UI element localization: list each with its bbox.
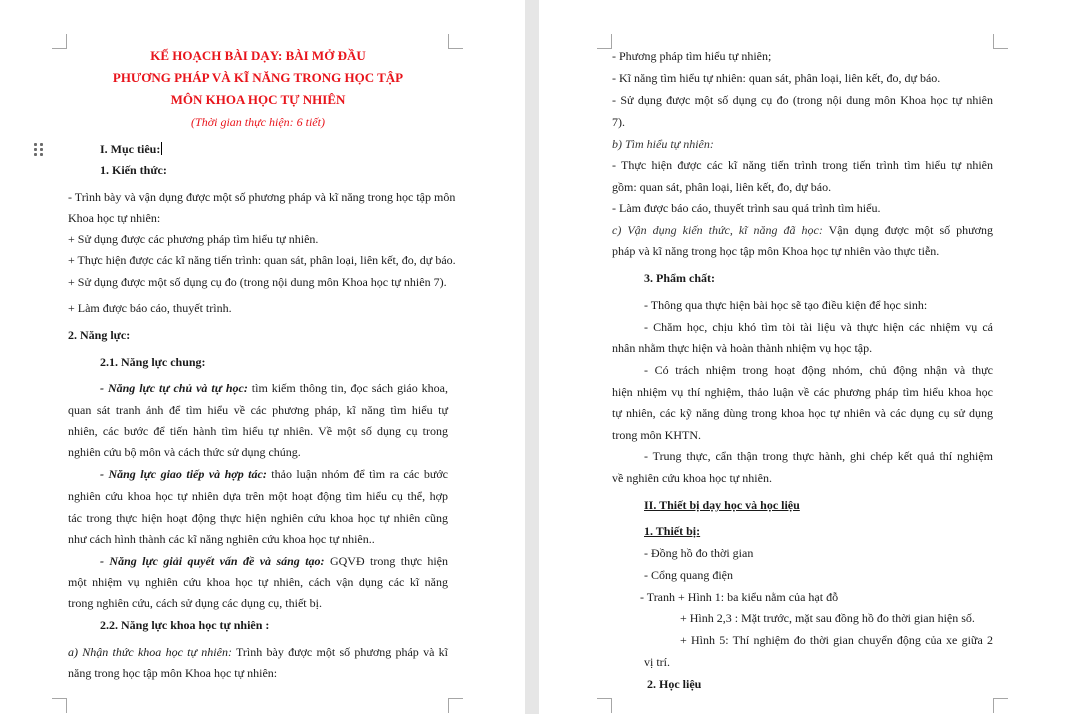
text-line: pháp và kĩ năng trong học tập môn Khoa học tự nhiên vào thực tiễn.	[612, 244, 940, 258]
text-line: c) Vận dụng kiến thức, kĩ năng đã học: Vận dụng được một số phương	[612, 223, 994, 237]
competence-line: nghiên cứu bộ môn và cách thức sử dụng chúng.	[68, 445, 301, 459]
competence-line: - Năng lực tự chủ và tự học: tìm kiếm thông tin, đọc sách giáo khoa,	[100, 381, 448, 395]
device-item: vị trí.	[644, 655, 670, 669]
competence-line: - Năng lực giao tiếp và hợp tác: thảo luận nhóm để tìm ra các bước	[100, 467, 448, 481]
quality-line: hiện nhiệm vụ thí nghiệm, thảo luận về các phương pháp tìm hiểu khoa học	[612, 385, 993, 399]
text-line: 7).	[612, 115, 625, 129]
knowledge-line: + Làm được báo cáo, thuyết trình.	[68, 301, 232, 315]
knowledge-line: + Sử dụng được một số dụng cụ đo (trong nội dung môn Khoa học tự nhiên 7).	[68, 275, 447, 289]
crop-mark-bottom-left	[597, 698, 612, 713]
knowledge-line: + Thực hiện được các kĩ năng tiến trình: quan sát, phân loại, liên kết, đo, dự báo.	[68, 253, 456, 267]
crop-mark-bottom-right	[993, 698, 1008, 713]
text-line: b) Tìm hiểu tự nhiên:	[612, 137, 714, 151]
competence-line: nhiên, các bước để tiến hành tìm hiểu tự nhiên. Về một số dụng cụ trong	[68, 424, 448, 438]
quality-line: nhân nhằm thực hiện và hoàn thành nhiệm vụ học tập.	[612, 341, 873, 355]
crop-mark-bottom-left	[52, 698, 67, 713]
crop-mark-top-right	[993, 34, 1008, 49]
heading-general-competence: 2.1. Năng lực chung:	[100, 355, 206, 369]
device-item: + Hình 5: Thí nghiệm đo thời gian chuyển động của xe giữa 2	[680, 633, 993, 647]
text-line: - Làm được báo cáo, thuyết trình sau quá trình tìm hiểu.	[612, 201, 881, 215]
text-line: - Sử dụng được một số dụng cụ đo (trong nội dung môn Khoa học tự nhiên	[612, 93, 993, 107]
heading-objectives[interactable]: I. Mục tiêu:	[100, 142, 161, 156]
knowledge-line: Khoa học tự nhiên:	[68, 211, 161, 225]
drag-handle-icon[interactable]	[34, 143, 44, 157]
lesson-subject: MÔN KHOA HỌC TỰ NHIÊN	[170, 92, 346, 107]
heading-qualities: 3. Phẩm chất:	[644, 271, 715, 285]
competence-line: một nhiệm vụ nghiên cứu khoa học tự nhiên, cách vận dụng các kĩ năng	[68, 575, 448, 589]
quality-line: trong môn KHTN.	[612, 428, 701, 442]
text-line: - Thực hiện được các kĩ năng tiến trình trong tiến trình tìm hiểu tự nhiên	[612, 158, 993, 172]
device-item: - Tranh + Hình 1: ba kiểu nằm của hạt đỗ	[640, 590, 839, 604]
device-item: + Hình 2,3 : Mặt trước, mặt sau đồng hồ đo thời gian hiện số.	[680, 611, 975, 625]
knowledge-line: + Sử dụng được các phương pháp tìm hiểu tự nhiên.	[68, 232, 319, 246]
text-cursor	[161, 142, 162, 155]
lesson-subtitle: PHƯƠNG PHÁP VÀ KĨ NĂNG TRONG HỌC TẬP	[112, 70, 404, 85]
competence-line: như cách hình thành các kĩ năng nghiên cứu khoa học tự nhiên..	[68, 532, 375, 546]
science-line: a) Nhận thức khoa học tự nhiên: Trình bày được một số phương pháp và kĩ	[68, 645, 448, 659]
heading-equipment: II. Thiết bị dạy học và học liệu	[644, 498, 800, 512]
device-item: - Đồng hồ đo thời gian	[644, 546, 754, 560]
crop-mark-top-left	[52, 34, 67, 49]
heading-competence: 2. Năng lực:	[68, 328, 131, 342]
lesson-title: KẾ HOẠCH BÀI DẠY: BÀI MỞ ĐẦU	[150, 48, 366, 63]
competence-line: tác trong thực hiện hoạt động thực hiện nghiên cứu khoa học tự nhiên cũng	[68, 511, 448, 525]
document-page-left[interactable]	[0, 0, 525, 714]
crop-mark-top-right	[448, 34, 463, 49]
heading-knowledge: 1. Kiến thức:	[100, 163, 167, 177]
crop-mark-top-left	[597, 34, 612, 49]
heading-devices: 1. Thiết bị:	[644, 524, 701, 538]
device-item: - Cổng quang điện	[644, 568, 733, 582]
quality-line: về nghiên cứu khoa học tự nhiên.	[612, 471, 772, 485]
text-line: gồm: quan sát, phân loại, liên kết, đo, dự báo.	[612, 180, 832, 194]
heading-materials: 2. Học liệu	[647, 677, 702, 691]
science-line: năng trong học tập môn Khoa học tự nhiên:	[68, 666, 278, 680]
quality-line: tự nhiên, các kỹ năng dùng trong khoa học tự nhiên và các dụng cụ sử dụng	[612, 406, 993, 420]
knowledge-line: - Trình bày và vận dụng được một số phương pháp và kĩ năng trong học tập môn	[68, 190, 456, 204]
lesson-duration: (Thời gian thực hiện: 6 tiết)	[191, 115, 325, 129]
text-line: - Kĩ năng tìm hiểu tự nhiên: quan sát, phân loại, liên kết, đo, dự báo.	[612, 71, 941, 85]
quality-line: - Chăm học, chịu khó tìm tòi tài liệu và thực hiện các nhiệm vụ cá	[644, 320, 993, 334]
text-line: - Phương pháp tìm hiểu tự nhiên;	[612, 49, 772, 63]
competence-line: trong nghiên cứu, cách sử dụng các dụng cụ, thiết bị.	[68, 596, 322, 610]
document-page-right[interactable]	[539, 0, 1068, 714]
quality-line: - Có trách nhiệm trong hoạt động nhóm, chủ động nhận và thực	[644, 363, 993, 377]
quality-line: - Trung thực, cẩn thận trong thực hành, ghi chép kết quả thí nghiệm	[644, 449, 993, 463]
competence-line: - Năng lực giải quyết vấn đề và sáng tạo: GQVĐ trong thực hiện	[100, 554, 448, 568]
quality-line: - Thông qua thực hiện bài học sẽ tạo điều kiện để học sinh:	[644, 298, 928, 312]
competence-line: nghiên cứu khoa học tự nhiên dựa trên một hoạt động tìm hiểu cụ thể, hợp	[68, 489, 448, 503]
crop-mark-bottom-right	[448, 698, 463, 713]
competence-line: quan sát tranh ảnh để tìm hiểu về các phương pháp, kĩ năng tìm hiểu tự	[68, 403, 448, 417]
heading-science-competence: 2.2. Năng lực khoa học tự nhiên :	[100, 618, 270, 632]
